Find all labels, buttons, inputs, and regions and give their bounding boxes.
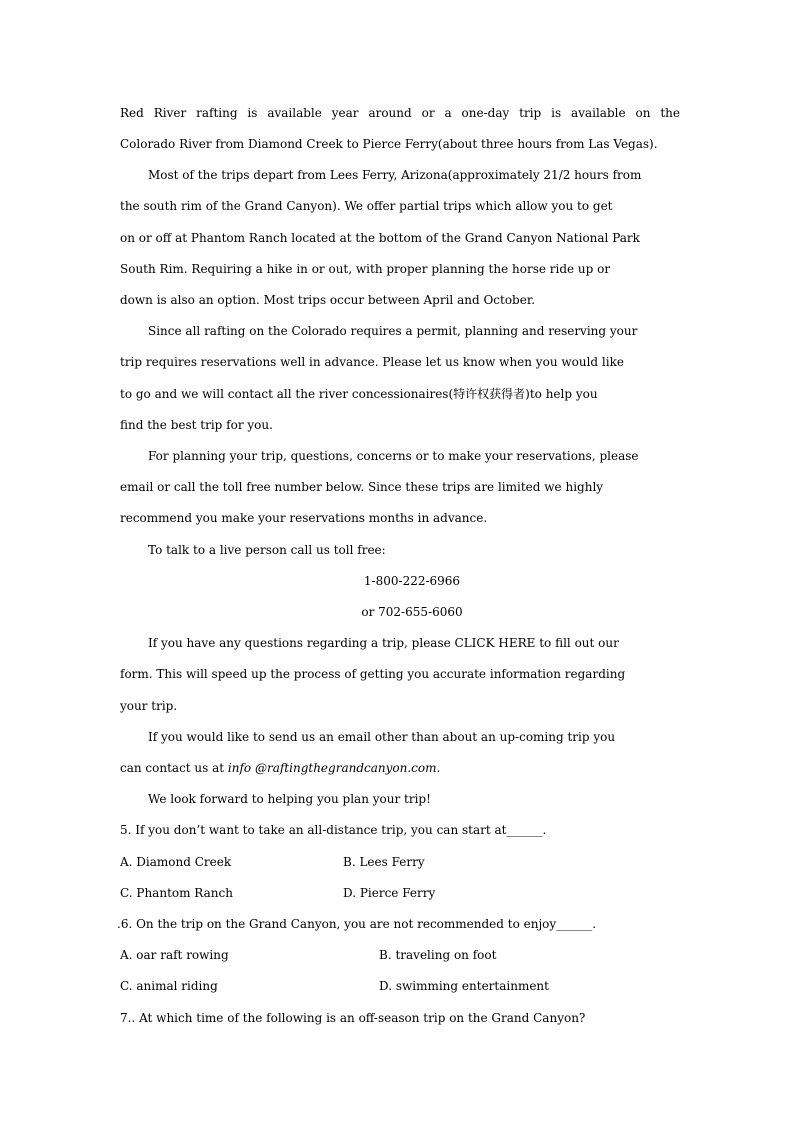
passage-line xyxy=(0,384,794,404)
option-b: B. Lees Ferry xyxy=(343,855,425,869)
passage-line xyxy=(0,103,794,123)
passage-line xyxy=(0,540,794,560)
question-options-row xyxy=(0,945,794,965)
passage-text: recommend you make your reservations months in advance. xyxy=(120,511,488,525)
option-a: A. Diamond Creek xyxy=(120,855,232,869)
passage-text: Colorado River from Diamond Creek to Pierce Ferry(about three hours from Las Vegas). xyxy=(120,137,658,151)
passage-line xyxy=(0,228,794,248)
passage-line xyxy=(0,134,794,154)
passage-text: To talk to a live person call us toll free: xyxy=(148,543,386,557)
passage-text: trip requires reservations well in advance. Please let us know when you would like xyxy=(120,355,624,369)
question-options-row xyxy=(0,852,794,872)
question-7-stem: 7.. At which time of the following is an off-season trip on the Grand Canyon? xyxy=(120,1011,586,1025)
passage-text: on or off at Phantom Ranch located at the bottom of the Grand Canyon National Park xyxy=(120,231,640,245)
question-6-stem: .6. On the trip on the Grand Canyon, you are not recommended to enjoy______. xyxy=(117,917,597,931)
question-stem xyxy=(0,820,794,840)
passage-line xyxy=(0,696,794,716)
passage-text: If you would like to send us an email other than about an up-coming trip you xyxy=(148,730,616,744)
passage-text: If you have any questions regarding a trip, please CLICK HERE to fill out our xyxy=(148,636,619,650)
passage-line xyxy=(0,352,794,372)
passage-line xyxy=(0,789,794,809)
passage-line xyxy=(0,727,794,747)
passage-line xyxy=(0,165,794,185)
passage-text: Red River rafting is available year around or a one-day trip is available on the xyxy=(120,106,680,120)
passage-line xyxy=(0,259,794,279)
passage-line xyxy=(0,290,794,310)
passage-line xyxy=(0,758,794,778)
question-5-stem: 5. If you don’t want to take an all-distance trip, you can start at______. xyxy=(120,823,547,837)
option-d: D. Pierce Ferry xyxy=(343,886,436,900)
passage-text: can contact us at xyxy=(120,761,228,775)
phone-line xyxy=(0,602,794,622)
passage-text: Most of the trips depart from Lees Ferry, Arizona(approximately 21/2 hours from xyxy=(148,168,642,182)
passage-text: email or call the toll free number below. Since these trips are limited we highly xyxy=(120,480,604,494)
passage-line xyxy=(0,633,794,653)
passage-text: to go and we will contact all the river concessionaires(特许权获得者)to help you xyxy=(120,387,598,401)
email-address: info @raftingthegrandcanyon.com. xyxy=(227,761,441,775)
passage-text: South Rim. Requiring a hike in or out, with proper planning the horse ride up or xyxy=(120,262,611,276)
question-stem xyxy=(0,1008,794,1028)
option-c: C. Phantom Ranch xyxy=(120,886,233,900)
option-d: D. swimming entertainment xyxy=(379,979,549,993)
phone-line xyxy=(0,571,794,591)
passage-text: We look forward to helping you plan your trip! xyxy=(148,792,431,806)
question-options-row xyxy=(0,976,794,996)
option-b: B. traveling on foot xyxy=(379,948,497,962)
question-options-row xyxy=(0,883,794,903)
passage-text: the south rim of the Grand Canyon). We offer partial trips which allow you to get xyxy=(120,199,613,213)
question-stem xyxy=(0,914,794,934)
passage-text: your trip. xyxy=(120,699,178,713)
passage-line xyxy=(0,321,794,341)
passage-line xyxy=(0,415,794,435)
option-a: A. oar raft rowing xyxy=(120,948,229,962)
passage-text: For planning your trip, questions, concerns or to make your reservations, please xyxy=(148,449,639,463)
passage-text-with-email xyxy=(120,758,440,778)
passage-text: down is also an option. Most trips occur between April and October. xyxy=(120,293,536,307)
phone-number-primary: 1-800-222-6966 xyxy=(363,574,461,588)
option-c: C. animal riding xyxy=(120,979,218,993)
passage-text: form. This will speed up the process of getting you accurate information regarding xyxy=(120,667,626,681)
passage-line xyxy=(0,508,794,528)
passage-text: Since all rafting on the Colorado requires a permit, planning and reserving your xyxy=(148,324,638,338)
passage-line xyxy=(0,196,794,216)
passage-text: find the best trip for you. xyxy=(120,418,273,432)
passage-line xyxy=(0,477,794,497)
passage-line xyxy=(0,664,794,684)
passage-line xyxy=(0,446,794,466)
phone-number-secondary: or 702-655-6060 xyxy=(361,605,463,619)
